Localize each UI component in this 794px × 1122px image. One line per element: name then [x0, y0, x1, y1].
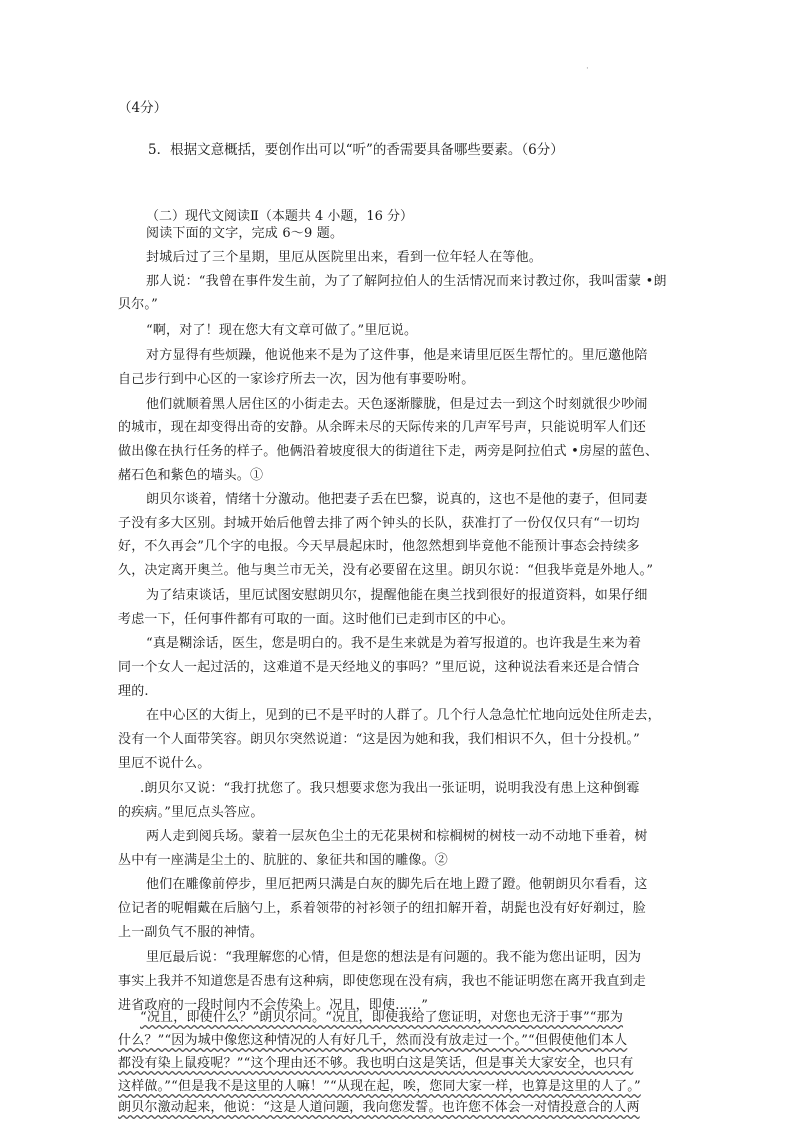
passage-line: 同一个女人一起过活的，这难道不是天经地义的事吗？”里厄说，这种说法看来还是合情合	[118, 660, 640, 675]
passage-line: 位记者的呢帽戴在后脑勺上，系着领带的衬衫领子的纽扣解开着，胡髭也没有好好剃过，脸	[118, 901, 647, 916]
passage-line: 久，决定离开奥兰。他与奥兰市无关，没有必要留在这里。朗贝尔说：“但我毕竟是外地人。”	[118, 563, 654, 578]
passage-line: 阅读下面的文字，完成 6～9 题。	[146, 226, 344, 241]
passage-line: 没有一个人面带笑容。朗贝尔突然说道：“这是因为她和我，我们相识不久，但十分投机。”	[118, 732, 640, 747]
passage-line: 的疾病。”里厄点头答应。	[118, 805, 264, 820]
underlined-passage-line: “况且，即使什么？”朗贝尔问。“况且，即使我给了您证明，对您也无济于事”“那为	[140, 1010, 624, 1025]
passage-line: .朗贝尔又说：“我打扰您了。我只想要求您为我出一张证明，说明我没有患上这种倒霉	[140, 781, 640, 796]
passage-line: “真是糊涂话，医生，您是明白的。我不是生来就是为着写报道的。也许我是生来为着	[146, 636, 642, 651]
previous-question-score: （4分）	[118, 100, 168, 116]
passage-line: 封城后过了三个星期，里厄从医院里出来，看到一位年轻人在等他。	[146, 250, 543, 265]
passage-line: 在中心区的大街上，见到的已不是平时的人群了。几个行人急急忙忙地向远处住所走去，	[146, 708, 661, 723]
underlined-passage-line: 什么？”“因为城中像您这种情况的人有好几千，然而没有放走过一个。”“但假使他们本人	[118, 1033, 628, 1048]
passage-line: 理的.	[118, 684, 149, 699]
passage-line: 事实上我并不知道您是否患有这种病，即使您现在没有病，我也不能证明您在离开我直到走	[118, 974, 647, 989]
passage-line: 考虑一下，任何事件都有可取的一面。这时他们已走到市区的中心。	[118, 612, 515, 627]
passage-line: 进省政府的一段时间内不会传染上。况且，即使......”	[118, 998, 429, 1013]
underlined-passage-line: 都没有染上鼠疫呢？”“这个理由还不够。我也明白这是笑话，但是事关大家安全，也只有	[118, 1056, 634, 1071]
passage-line: 两人走到阅兵场。蒙着一层灰色尘土的无花果树和棕榈树的树枝一动不动地下垂着，树	[146, 829, 648, 844]
passage-line: 子没有多大区别。封城开始后他曾去排了两个钟头的长队，获准打了一份仅仅只有“一切均	[118, 516, 640, 531]
passage-line: 上一副负气不服的神情。	[118, 925, 264, 940]
passage-line: 他们在雕像前停步，里厄把两只满是白灰的脚先后在地上蹬了蹬。他朝朗贝尔看看，这	[146, 877, 648, 892]
section-title: （二）现代文阅读Ⅱ（本题共 4 小题，16 分）	[146, 209, 414, 224]
passage-line: 自己步行到中心区的一家诊疗所去一次，因为他有事要吩咐。	[118, 372, 475, 387]
passage-line: 丛中有一座满是尘土的、肮脏的、象征共和国的雕像。②	[118, 853, 449, 868]
passage-line: 里厄最后说：“我理解您的心情，但是您的想法是有问题的。我不能为您出证明，因为	[146, 950, 642, 965]
underlined-passage-line: 这样做。”“但是我不是这里的人嘛！”“从现在起，唉，您同大家一样，也算是这里的人了。”	[118, 1079, 641, 1094]
passage-line: 里厄不说什么。	[118, 756, 211, 771]
passage-line: 为了结束谈话，里厄试图安慰朗贝尔，提醒他能在奥兰找到很好的报道资料，如果仔细	[146, 588, 648, 603]
passage-line: “啊，对了！现在您大有文章可做了。”里厄说。	[146, 323, 418, 338]
passage-line: 那人说：“我曾在事件发生前，为了了解阿拉伯人的生活情况而来讨教过你，我叫雷蒙 •朗	[146, 274, 667, 289]
passage-line: 好，不久再会”几个字的电报。今天早晨起床时，他忽然想到毕竟他不能预计事态会持续多	[118, 539, 640, 554]
underlined-passage-line: 朗贝尔激动起来，他说：“这是人道问题，我向您发誓。也许您不体会一对情投意合的人两	[118, 1100, 640, 1115]
passage-line: 贝尔。”	[118, 297, 158, 312]
passage-line: 赭石色和紫色的墙头。①	[118, 468, 264, 483]
passage-line: 的城市，现在却变得出奇的安静。从余晖未尽的天际传来的几声军号声，只能说明军人们还	[118, 420, 647, 435]
passage-line: 对方显得有些烦躁，他说他来不是为了这件事，他是来请里厄医生帮忙的。里厄邀他陪	[146, 348, 648, 363]
passage-line: 朗贝尔谈着，情绪十分激动。他把妻子丢在巴黎，说真的，这也不是他的妻子，但同妻	[146, 492, 648, 507]
passage-line: 做出像在执行任务的样子。他俩沿着坡度很大的街道往下走，两旁是阿拉伯式 •房屋的蓝色、	[118, 444, 659, 459]
passage-line: 他们就顺着黑人居住区的小街走去。天色逐渐朦胧，但是过去一到这个时刻就很少吵闹	[146, 397, 648, 412]
question-5: 5．根据文意概括，要创作出可以“听”的香需要具备哪些要素。（6分）	[148, 142, 564, 158]
corner-mark: ·	[586, 64, 589, 74]
